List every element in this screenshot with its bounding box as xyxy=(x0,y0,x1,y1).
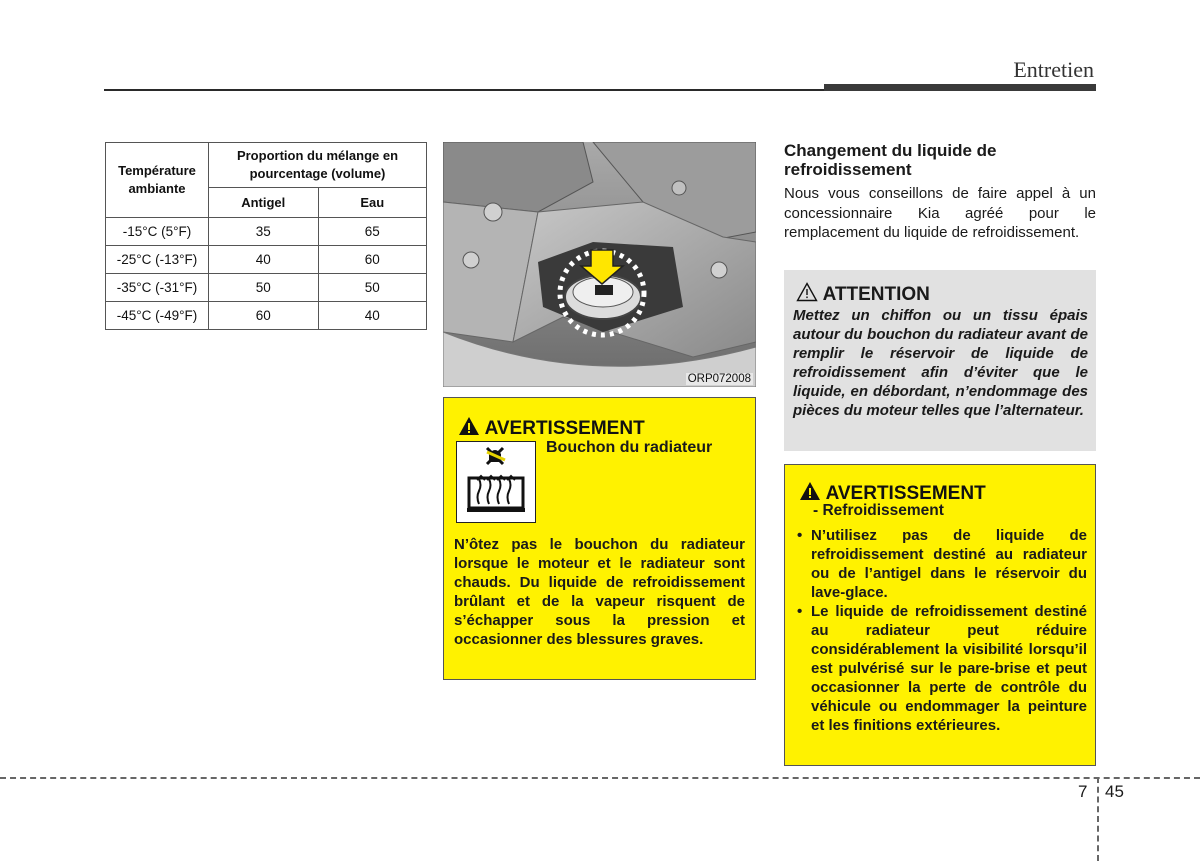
warning-title xyxy=(458,416,645,440)
table-header-mix: Proportion du mélange en pourcentage (volume) xyxy=(209,143,427,188)
warning-triangle-icon xyxy=(799,481,821,501)
table-header-antifreeze: Antigel xyxy=(209,188,319,218)
caution-triangle-icon xyxy=(796,282,818,302)
table-cell-temp: -15°C (5°F) xyxy=(106,218,209,246)
chapter-number: 7 xyxy=(1078,782,1088,801)
attention-title xyxy=(796,282,930,306)
table-row xyxy=(106,218,427,246)
coolant-warning xyxy=(784,464,1096,766)
table-cell-antifreeze: 35 xyxy=(209,218,319,246)
footer-vertical-divider xyxy=(1097,777,1099,861)
header-rule xyxy=(104,89,826,91)
list-item: • Le liquide de refroidissement destiné au radiateur peut réduire considérablement la visibilité lorsqu’il est pulvérisé sur le pare-brise et peut occasionner la perte de contrôle du véhicule ou endommager la peinture et les finitions extérieures. xyxy=(795,602,1087,735)
table-cell-temp: -35°C (-31°F) xyxy=(106,274,209,302)
radiator-cap-photo xyxy=(443,142,756,387)
table-cell-antifreeze: 40 xyxy=(209,246,319,274)
warning-subtitle: Bouchon du radiateur xyxy=(546,439,713,456)
table-header-temperature: Température ambiante xyxy=(106,143,209,218)
warning-title-text: AVERTISSEMENT xyxy=(825,483,986,504)
section-title: Entretien xyxy=(1013,57,1094,82)
attention-body: Mettez un chiffon ou un tissu épais autour du bouchon du radiateur avant de remplir le réservoir de liquide de refroidissement afin d’éviter que le liquide, en débordant, n’endommage des pièces du moteur telles que l’alternateur. xyxy=(793,307,1088,419)
table-row xyxy=(106,274,427,302)
table-row xyxy=(106,302,427,330)
table-cell-water: 50 xyxy=(318,274,426,302)
table-cell-antifreeze: 60 xyxy=(209,302,319,330)
header-rule-accent xyxy=(824,84,1096,91)
footer-divider xyxy=(0,777,1200,779)
coolant-mix-table xyxy=(105,142,427,330)
table-cell-antifreeze: 50 xyxy=(209,274,319,302)
page-number: 45 xyxy=(1105,782,1124,801)
table-cell-temp: -25°C (-13°F) xyxy=(106,246,209,274)
coolant-change-heading: Changement du liquide de refroidissement xyxy=(784,141,997,179)
radiator-hot-icon xyxy=(456,441,536,523)
table-header-water: Eau xyxy=(318,188,426,218)
table-cell-water: 40 xyxy=(318,302,426,330)
table-row xyxy=(106,246,427,274)
warning-list xyxy=(795,526,1087,735)
list-item: • N’utilisez pas de liquide de refroidissement destiné au radiateur ou de l’antigel dans le réservoir du lave-glace. xyxy=(795,526,1087,602)
table-cell-water: 65 xyxy=(318,218,426,246)
engine-bay-illustration xyxy=(443,142,756,387)
table-cell-temp: -45°C (-49°F) xyxy=(106,302,209,330)
attention-box xyxy=(784,270,1096,451)
attention-title-text: ATTENTION xyxy=(822,284,930,305)
warning-triangle-icon xyxy=(458,416,480,436)
photo-caption: ORP072008 xyxy=(687,373,751,385)
radiator-cap-warning xyxy=(443,397,756,680)
table-cell-water: 60 xyxy=(318,246,426,274)
warning-subtitle: - Refroidissement xyxy=(813,502,944,519)
warning-body: N’ôtez pas le bouchon du radiateur lorsque le moteur et le radiateur sont chauds. Du liquide de refroidissement brûlant et de la vapeur risquent de s’échapper sous la pression et occasionner des blessures graves. xyxy=(454,536,745,648)
warning-title-text: AVERTISSEMENT xyxy=(484,418,645,439)
coolant-change-body: Nous vous conseillons de faire appel à un concessionnaire Kia agréé pour le remplacement du liquide de refroidissement. xyxy=(784,185,1096,241)
